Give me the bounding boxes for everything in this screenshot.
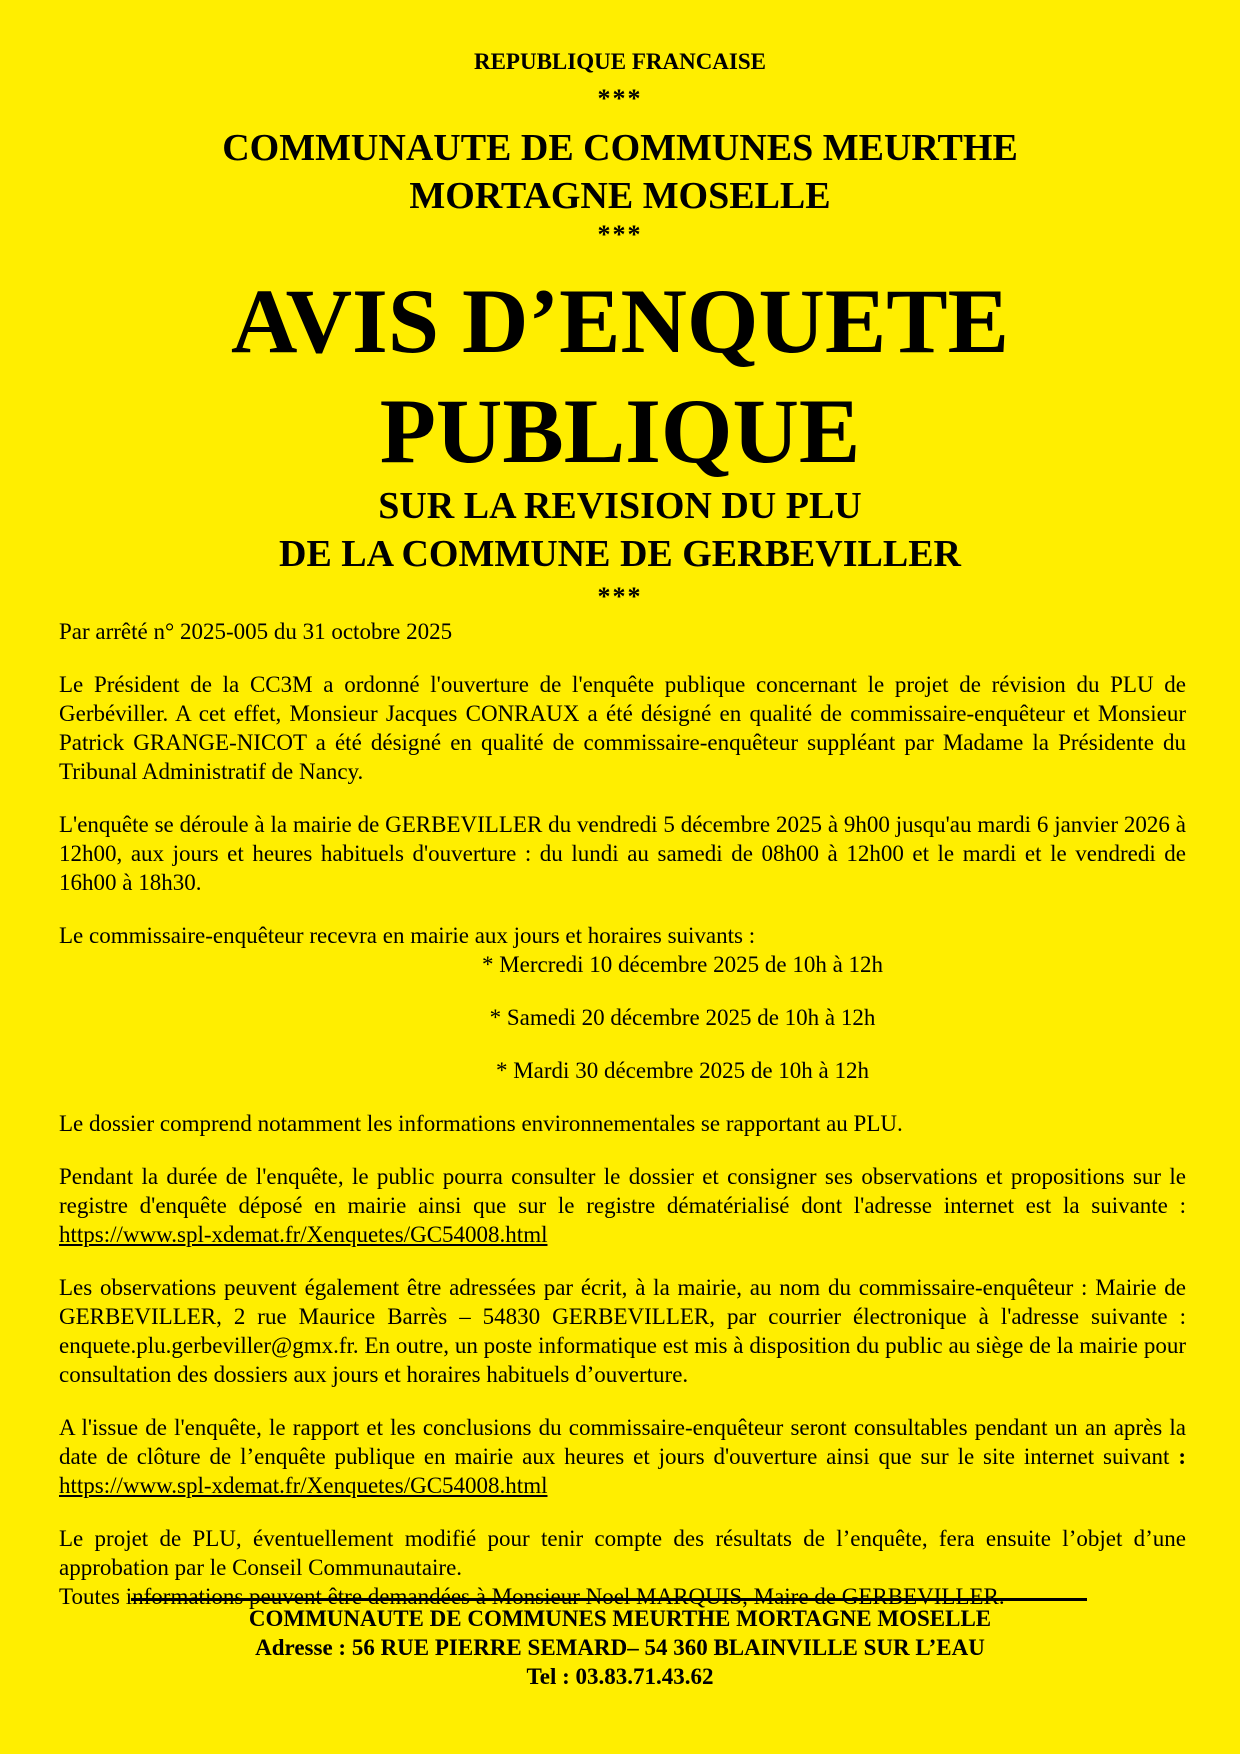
- title-line-2: PUBLIQUE: [379, 380, 861, 482]
- report-text: A l'issue de l'enquête, le rapport et les conclusions du commissaire-enquêteur seront consultables pendant un an après la date de clôture de l’enquête publique en mairie aux heures et jours d'ouverture ainsi que sur le site internet suivant: [59, 1415, 1186, 1469]
- consultation-text: Pendant la durée de l'enquête, le public pourra consulter le dossier et consigner ses observations et propositions sur le registre d'enquête déposé en mairie ainsi que sur le registre dématérialisé dont l'adresse internet est la suivante :: [59, 1164, 1186, 1218]
- schedule-item: * Mardi 30 décembre 2025 de 10h à 12h: [495, 1058, 869, 1083]
- organization-line-2: MORTAGNE MOSELLE: [409, 175, 831, 217]
- paragraph-report: [59, 1413, 1186, 1500]
- report-link[interactable]: https://www.spl-xdemat.fr/Xenquetes/GC54008.html: [59, 1473, 548, 1498]
- organization-heading: [0, 124, 1240, 220]
- subtitle-line-1: SUR LA REVISION DU PLU: [378, 485, 862, 527]
- arrete-reference: Par arrêté n° 2025-005 du 31 octobre 2025: [59, 619, 453, 644]
- schedule-item: * Samedi 20 décembre 2025 de 10h à 12h: [489, 1005, 876, 1030]
- title-line-1: AVIS D’ENQUETE: [231, 270, 1009, 372]
- page-title: [0, 266, 1240, 486]
- paragraph-consultation: [59, 1162, 1186, 1249]
- footer: [0, 1604, 1240, 1691]
- separator: ***: [597, 84, 643, 113]
- paragraph-permanences-intro: Le commissaire-enquêteur recevra en mairie aux jours et horaires suivants :: [59, 923, 756, 948]
- paragraph-designation: Le Président de la CC3M a ordonné l'ouverture de l'enquête publique concernant le projet de révision du PLU de Gerbéviller. A cet effet, Monsieur Jacques CONRAUX a été désigné en qualité de commissaire-enquêteur et Monsieur Patrick GRANGE-NICOT a été désigné en qualité de commissaire-enquêteur suppléant par Madame la Présidente du Tribunal Administratif de Nancy.: [59, 672, 1186, 784]
- separator: ***: [597, 220, 643, 249]
- footer-divider: [131, 1598, 1087, 1601]
- footer-organization: COMMUNAUTE DE COMMUNES MEURTHE MORTAGNE MOSELLE: [248, 1606, 992, 1631]
- paragraph-dates: L'enquête se déroule à la mairie de GERBEVILLER du vendredi 5 décembre 2025 à 9h00 jusqu'au mardi 6 janvier 2026 à 12h00, aux jours et heures habituels d'ouverture : du lundi au samedi de 08h00 à 12h00 et le mardi et le vendredi de 16h00 à 18h30.: [59, 812, 1186, 895]
- footer-phone: Tel : 03.83.71.43.62: [526, 1664, 714, 1689]
- paragraph-observations: Les observations peuvent également être adressées par écrit, à la mairie, au nom du commissaire-enquêteur : Mairie de GERBEVILLER, 2 rue Maurice Barrès – 54830 GERBEVILLER, par courrier électronique à l'adresse suivante : enquete.plu.gerbeviller@gmx.fr. En outre, un poste informatique est mis à disposition du public au siège de la mairie pour consultation des dossiers aux jours et horaires habituels d’ouverture.: [59, 1275, 1186, 1387]
- republic-heading: REPUBLIQUE FRANCAISE: [473, 49, 766, 74]
- footer-address: Adresse : 56 RUE PIERRE SEMARD– 54 360 BLAINVILLE SUR L’EAU: [255, 1635, 985, 1660]
- registry-link[interactable]: https://www.spl-xdemat.fr/Xenquetes/GC54008.html: [59, 1222, 548, 1247]
- notice-body: [59, 617, 1186, 1635]
- schedule-item: * Mercredi 10 décembre 2025 de 10h à 12h: [481, 952, 884, 977]
- paragraph-contact: Toutes informations peuvent être demandées à Monsieur Noel MARQUIS, Maire de GERBEVILLER.: [59, 1584, 1005, 1609]
- report-colon: :: [1178, 1444, 1186, 1469]
- organization-line-1: COMMUNAUTE DE COMMUNES MEURTHE: [222, 127, 1018, 169]
- subtitle-line-2: DE LA COMMUNE DE GERBEVILLER: [279, 533, 961, 575]
- separator: ***: [597, 582, 643, 611]
- subtitle: [0, 482, 1240, 578]
- paragraph-approval: Le projet de PLU, éventuellement modifié pour tenir compte des résultats de l’enquête, fera ensuite l’objet d’une approbation par le Conseil Communautaire.: [59, 1526, 1186, 1580]
- paragraph-dossier: Le dossier comprend notamment les informations environnementales se rapportant au PLU.: [59, 1111, 903, 1136]
